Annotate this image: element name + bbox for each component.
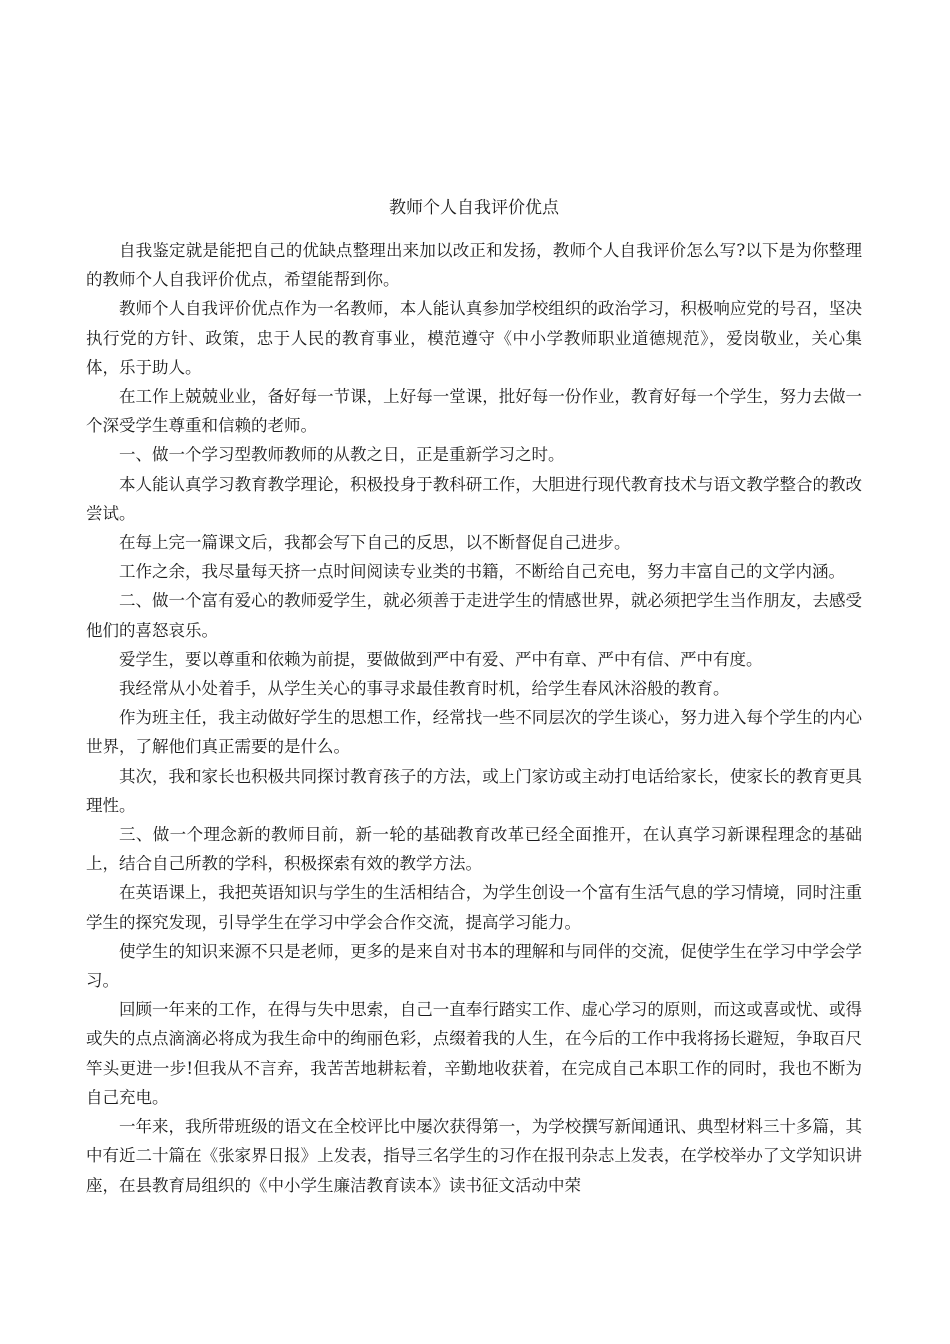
section-heading-paragraph: 三、做一个理念新的教师目前，新一轮的基础教育改革已经全面推开，在认真学习新课程理念的基础上，结合自己所教的学科，积极探索有效的教学方法。 bbox=[86, 825, 862, 874]
paragraph: 在工作上兢兢业业，备好每一节课，上好每一堂课，批好每一份作业，教育好每一个学生，努力去做一个深受学生尊重和信赖的老师。 bbox=[86, 387, 862, 436]
paragraph: 一年来，我所带班级的语文在全校评比中屡次获得第一，为学校撰写新闻通讯、典型材料三十多篇，其中有近二十篇在《张家界日报》上发表，指导三名学生的习作在报刊杂志上发表，在学校举办了文学知识讲座，在县教育局组织的《中小学生廉洁教育读本》读书征文活动中荣 bbox=[86, 1117, 862, 1195]
paragraph: 使学生的知识来源不只是老师，更多的是来自对书本的理解和与同伴的交流，促使学生在学习中学会学习。 bbox=[86, 941, 862, 991]
section-heading-paragraph: 一、做一个学习型教师教师的从教之日，正是重新学习之时。 bbox=[119, 445, 565, 465]
paragraph: 作为班主任，我主动做好学生的思想工作，经常找一些不同层次的学生谈心，努力进入每个学生的内心世界，了解他们真正需要的是什么。 bbox=[86, 708, 862, 757]
paragraph: 回顾一年来的工作，在得与失中思索，自己一直奉行踏实工作、虚心学习的原则，而这或喜或忧、或得或失的点点滴滴必将成为我生命中的绚丽色彩，点缀着我的人生，在今后的工作中我将扬长避短，争取百尺竿头更进一步!但我从不言弃，我苦苦地耕耘着，辛勤地收获着，在完成自己本职工作的同时，我也不断为自己充电。 bbox=[86, 1000, 862, 1107]
section-heading-paragraph: 二、做一个富有爱心的教师爱学生，就必须善于走进学生的情感世界，就必须把学生当作朋友，去感受他们的喜怒哀乐。 bbox=[86, 591, 862, 640]
paragraph: 本人能认真学习教育教学理论，积极投身于教科研工作，大胆进行现代教育技术与语文教学整合的教改尝试。 bbox=[86, 474, 862, 523]
paragraph: 我经常从小处着手，从学生关心的事寻求最佳教育时机，给学生春风沐浴般的教育。 bbox=[119, 679, 730, 699]
paragraph: 其次，我和家长也积极共同探讨教育孩子的方法，或上门家访或主动打电话给家长，使家长的教育更具理性。 bbox=[86, 766, 862, 815]
paragraph: 自我鉴定就是能把自己的优缺点整理出来加以改正和发扬，教师个人自我评价怎么写?以下是为你整理的教师个人自我评价优点，希望能帮到你。 bbox=[86, 241, 862, 290]
paragraph: 工作之余，我尽量每天挤一点时间阅读专业类的书籍，不断给自己充电，努力丰富自己的文学内涵。 bbox=[119, 562, 845, 582]
paragraph: 在每上完一篇课文后，我都会写下自己的反思，以不断督促自己进步。 bbox=[119, 533, 631, 553]
paragraph: 教师个人自我评价优点作为一名教师，本人能认真参加学校组织的政治学习，积极响应党的号召，坚决执行党的方针、政策，忠于人民的教育事业，模范遵守《中小学教师职业道德规范》，爱岗敬业，关心集体，乐于助人。 bbox=[86, 299, 862, 377]
document-title: 教师个人自我评价优点 bbox=[389, 198, 559, 218]
paragraph: 在英语课上，我把英语知识与学生的生活相结合，为学生创设一个富有生活气息的学习情境，同时注重学生的探究发现，引导学生在学习中学会合作交流，提高学习能力。 bbox=[86, 883, 862, 932]
document-page bbox=[86, 194, 862, 1200]
paragraph: 爱学生，要以尊重和依赖为前提，要做做到严中有爱、严中有章、严中有信、严中有度。 bbox=[119, 649, 763, 669]
